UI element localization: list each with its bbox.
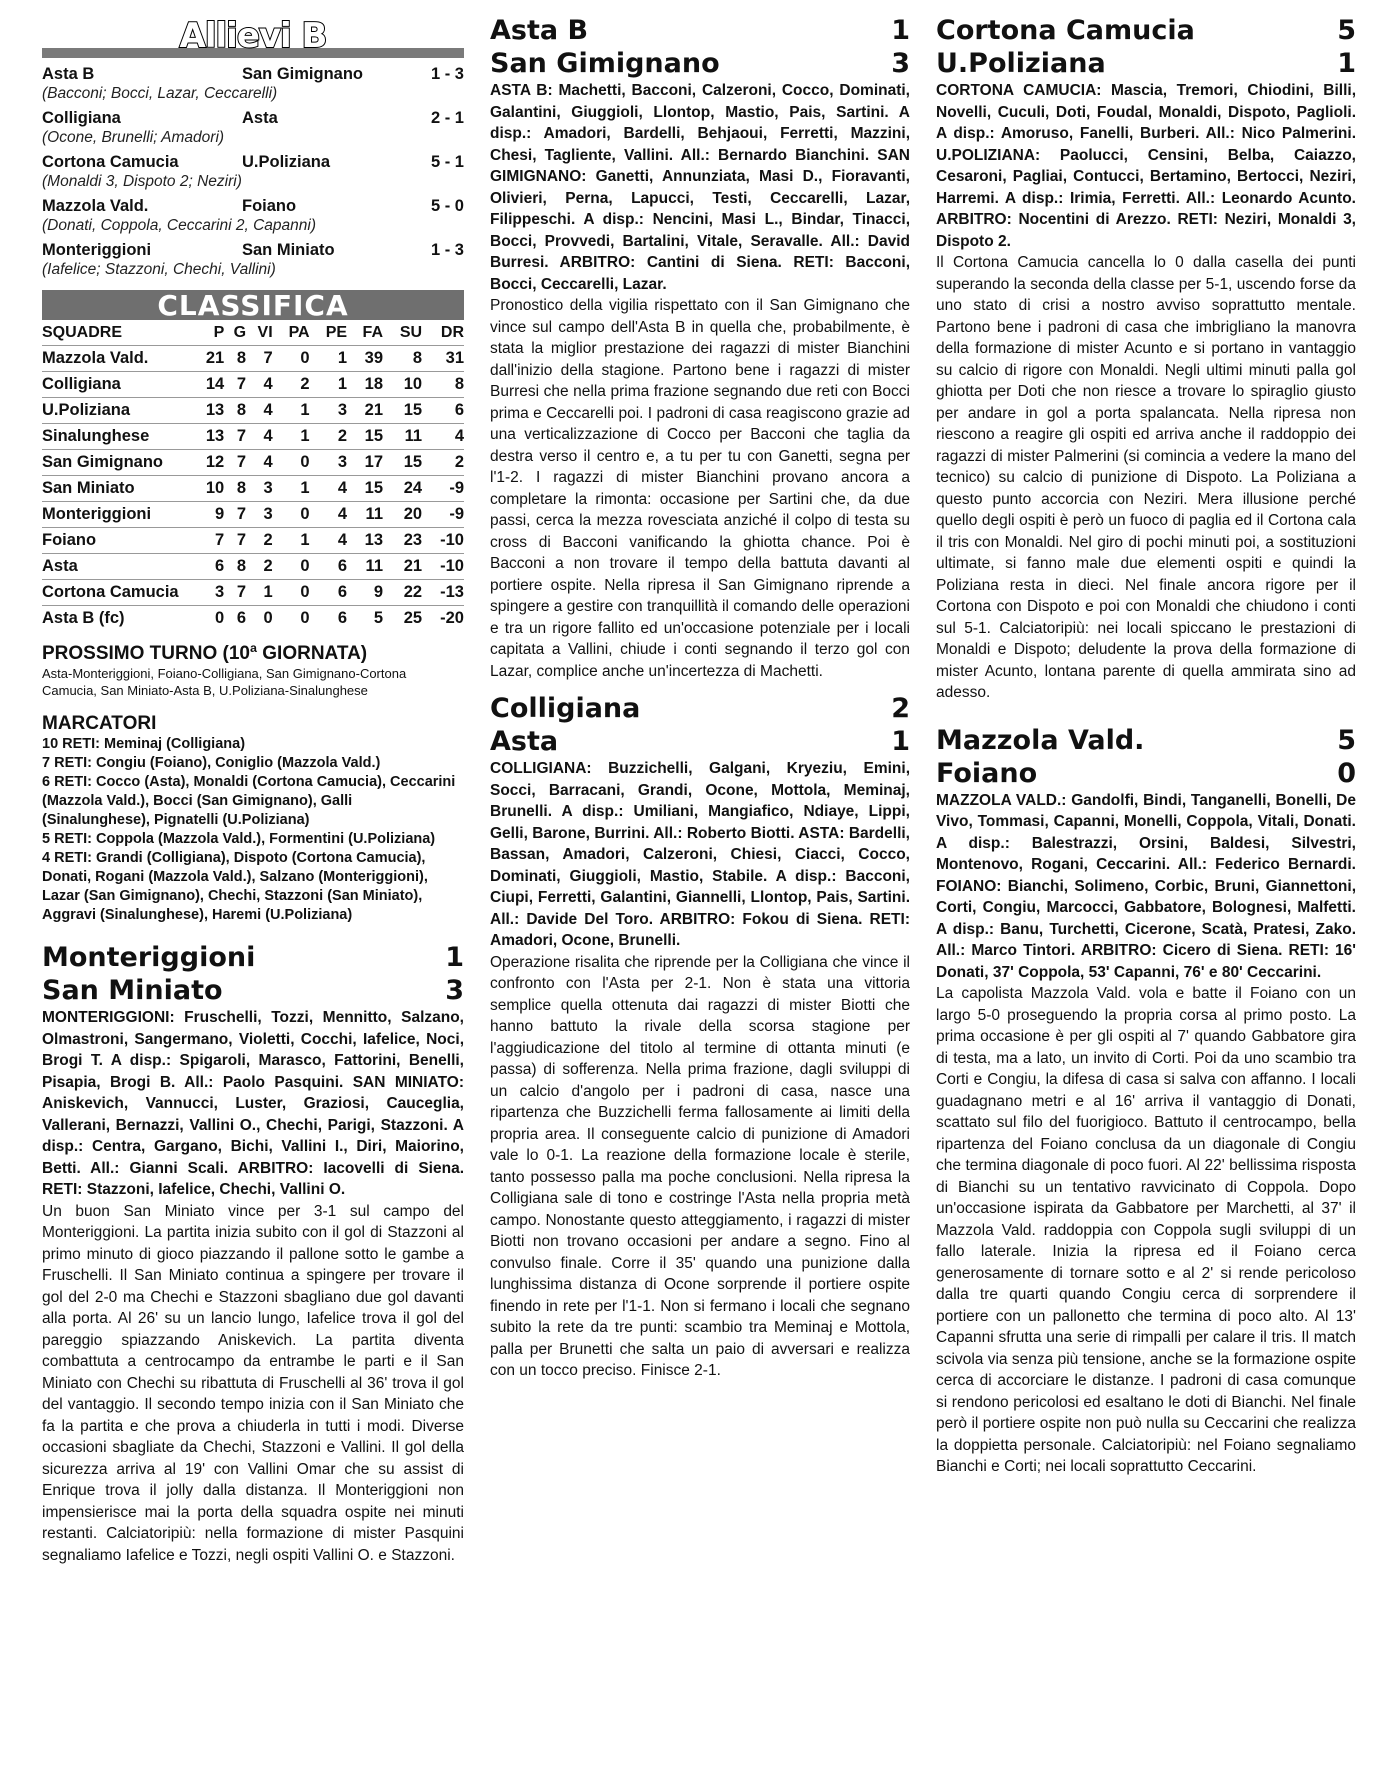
- col-header: DR: [440, 324, 464, 341]
- stat-cell: 31: [445, 349, 464, 367]
- article-body: Il Cortona Camucia cancella lo 0 dalla casella dei punti superando la seconda della classe per 5-1, uscendo forse da uno stato di crisi a nostro avviso soprattutto mentale. Partono bene i padroni di casa che imbrigliano la manovra della formazione di mister Acunto e si portano in vantaggio su calcio di rigore con Monaldi. Negli ultimi minuti palla gol ghiotta per Doti che non riesce a trovare lo spiraglio giusto per andare in gol a porta spalancata. Nella ripresa non riescono a reagire gli ospiti ed arriva anche il raddoppio dei ragazzi di mister Palmerini (si comincia a vedere la mano del tecnico) su calcio di punizione di Dispoto. La Poliziana a questo punto accorcia con Neziri. Mera illusione perché quello degli ospiti è però un fuoco di paglia ed il Cortona cala il tris con Monaldi. Nel giro di pochi minuti poi, a sostituzioni ultimate, si fanno male due elementi ospiti e quindi la Poliziana resta in dieci. Nel finale ancora rigore per il Cortona con Dispoto e poi con Monaldi che chiudono i conti sul 5-1. Calciatoripiù: nei locali spiccano le prestazioni di Monaldi e Dispoto; deludente la prova della formazione di mister Acunto, lontana parente di quella ammirata sino ad adesso.: [936, 254, 1356, 701]
- stat-cell: 10: [403, 375, 423, 393]
- banner-title: Allievi B: [179, 16, 327, 56]
- stat-cell: -20: [440, 609, 464, 627]
- stat-cell: 8: [236, 557, 247, 575]
- result-scorers: (Bacconi; Bocci, Lazar, Ceccarelli): [42, 85, 278, 102]
- team-name-cell: Sinalunghese: [42, 427, 150, 445]
- stat-cell: 1: [300, 479, 310, 497]
- stat-cell: 22: [403, 583, 423, 601]
- result-item: [42, 108, 464, 148]
- prossimo-title: PROSSIMO TURNO (10ª GIORNATA): [42, 643, 368, 664]
- stat-cell: 3: [215, 583, 225, 601]
- stat-cell: 2: [263, 531, 273, 549]
- stat-cell: 2: [337, 427, 348, 445]
- home-score: 5: [1337, 15, 1356, 46]
- col-header: VI: [257, 324, 273, 341]
- stat-cell: 8: [236, 479, 247, 497]
- result-item: [42, 152, 464, 192]
- result-score: 5 - 1: [430, 153, 464, 171]
- home-team: Monteriggioni: [42, 942, 256, 973]
- home-score: 1: [445, 942, 464, 973]
- standings-row: [42, 372, 464, 398]
- stat-cell: 11: [404, 427, 423, 445]
- stat-cell: 13: [205, 401, 225, 419]
- standings-row: [42, 606, 464, 632]
- match-article: [490, 14, 910, 682]
- away-team: Asta: [490, 726, 559, 757]
- marcatori-line: 4 RETI: Grandi (Colligiana), Dispoto (Cortona Camucia), Donati, Rogani (Mazzola Vald.), Salzano (Monteriggioni), Lazar (San Gimignano), Chechi, Stazzoni (San Miniato), Aggravi (Sinalunghese), Haremi (U.Poliziana): [42, 850, 428, 923]
- stat-cell: -13: [440, 583, 464, 601]
- result-score: 1 - 3: [430, 241, 464, 259]
- stat-cell: 1: [300, 531, 310, 549]
- stat-cell: 13: [364, 531, 383, 549]
- team-name-cell: Asta B (fc): [42, 609, 125, 627]
- col-header: FA: [362, 324, 383, 341]
- team-name-cell: Colligiana: [42, 375, 121, 393]
- stat-cell: 3: [263, 479, 273, 497]
- standings-row: [42, 554, 464, 580]
- team-name-cell: Mazzola Vald.: [42, 349, 149, 367]
- stat-cell: 18: [364, 375, 383, 393]
- result-home: Mazzola Vald.: [42, 197, 149, 215]
- home-score: 2: [891, 693, 910, 724]
- result-home: Monteriggioni: [42, 241, 152, 259]
- col-header: P: [213, 324, 225, 341]
- stat-cell: 21: [403, 557, 423, 575]
- classifica-title: CLASSIFICA: [42, 290, 464, 320]
- marcatori-line: 5 RETI: Coppola (Mazzola Vald.), Formentini (U.Poliziana): [42, 831, 436, 847]
- col-header: SU: [399, 324, 423, 341]
- stat-cell: 4: [337, 531, 348, 549]
- stat-cell: 4: [263, 453, 273, 471]
- stat-cell: 10: [205, 479, 225, 497]
- stat-cell: 0: [300, 453, 310, 471]
- stat-cell: -9: [449, 479, 464, 497]
- away-team: Foiano: [936, 757, 1038, 789]
- standings-body: [42, 346, 464, 632]
- result-away: U.Poliziana: [242, 153, 331, 171]
- stat-cell: 7: [236, 453, 247, 471]
- stat-cell: 6: [215, 557, 225, 575]
- result-away: San Gimignano: [242, 65, 364, 83]
- lineups: CORTONA CAMUCIA: Mascia, Tremori, Chiodini, Billi, Novelli, Cuculi, Doti, Foudal, Monaldi, Dispoto, Paglioli. A disp.: Amoruso, Fanelli, Burberi. All.: Nico Palmerini. U.POLIZIANA: Paolucci, Censini, Belba, Caiazzo, Cesaroni, Pagliai, Contucci, Bertamino, Bertocci, Neziri, Harremi. A disp.: Irimia, Ferretti. All.: Leonardo Acunto. ARBITRO: Nocentini di Arezzo. RETI: Neziri, Monaldi 3, Dispoto 2.: [936, 82, 1356, 250]
- lineups: MONTERIGGIONI: Fruschelli, Tozzi, Mennitto, Salzano, Olmastroni, Sangermano, Violetti, Cocchi, Iafelice, Noci, Brogi T. A disp.: Spigaroli, Marasco, Fattorini, Benelli, Pisapia, Brogi B. All.: Paolo Pasquini. SAN MINIATO: Aniskevich, Vannucci, Luster, Graziosi, Cauceglia, Vallerani, Bernazzi, Vallini O., Chechi, Parigi, Stazzoni. A disp.: Centra, Gargano, Bichi, Vallini I., Diri, Maiorino, Betti. All.: Gianni Scali. ARBITRO: Iacovelli di Siena. RETI: Stazzoni, Iafelice, Chechi, Vallini O.: [42, 1009, 464, 1198]
- stat-cell: 7: [236, 531, 247, 549]
- stat-cell: 1: [300, 427, 310, 445]
- stat-cell: 21: [205, 349, 225, 367]
- away-score: 1: [1337, 48, 1356, 79]
- marcatori-title: MARCATORI: [42, 713, 157, 734]
- stat-cell: 0: [263, 609, 273, 627]
- stat-cell: 8: [412, 349, 423, 367]
- standings-header-row: [42, 320, 464, 346]
- stat-cell: 8: [236, 349, 247, 367]
- stat-cell: -9: [449, 505, 464, 523]
- team-name-cell: Asta: [42, 557, 78, 575]
- stat-cell: 4: [454, 427, 464, 445]
- stat-cell: 23: [403, 531, 423, 549]
- col-header: SQUADRE: [42, 324, 123, 341]
- result-home: Colligiana: [42, 109, 121, 127]
- stat-cell: 15: [403, 453, 423, 471]
- marcatori-line: 10 RETI: Meminaj (Colligiana): [42, 736, 246, 752]
- lineups: MAZZOLA VALD.: Gandolfi, Bindi, Tanganelli, Bonelli, De Vivo, Tommasi, Capanni, Monelli, Coppola, Vitali, Donati. A disp.: Balestrazzi, Orsini, Baldesi, Silvestri, Montenovo, Rogani, Ceccarini. All.: Federico Bernardi. FOIANO: Bianchi, Solimeno, Corbic, Bruni, Giannettoni, Corti, Congiu, Marcocci, Gabbatore, Bolognesi, Malfetti. A disp.: Banu, Turchetti, Cicerone, Scatà, Pratesi, Zako. All.: Marco Tintori. ARBITRO: Cicero di Siena. RETI: 16' Donati, 37' Coppola, 53' Capanni, 76' e 80' Ceccarini.: [936, 791, 1356, 981]
- stat-cell: 0: [215, 609, 225, 627]
- result-score: 1 - 3: [430, 65, 464, 83]
- stat-cell: 15: [364, 479, 383, 497]
- standings-row: [42, 398, 464, 424]
- match-article: [490, 692, 910, 1382]
- stat-cell: 2: [300, 375, 310, 393]
- lineups: COLLIGIANA: Buzzichelli, Galgani, Kryeziu, Emini, Socci, Barracani, Grandi, Ocone, Mottola, Meminaj, Brunelli. A disp.: Umiliani, Mangiafico, Ndiaye, Lippi, Gelli, Barone, Burrini. All.: Roberto Biotti. ASTA: Bardelli, Bassan, Amadori, Calzeroni, Chiesi, Ciacci, Cocco, Dominati, Giuggioli, Mastio, Stabile. A disp.: Bacconi, Ciupi, Ferretti, Galantini, Giannelli, Llontop, Pais, Sartini. All.: Davide Del Toro. ARBITRO: Fokou di Siena. RETI: Amadori, Ocone, Brunelli.: [490, 760, 910, 949]
- stat-cell: 2: [454, 453, 464, 471]
- standings-row: [42, 580, 464, 606]
- stat-cell: 3: [263, 505, 273, 523]
- article-body: Operazione risalita che riprende per la Colligiana che vince il confronto con l'Asta per 2-1. Non è stata una vittoria semplice quella ottenuta dai ragazzi di mister Biotti che hanno battuto la rivale della scorsa stagione per l'aggiudicazione del titolo al termine di ottanta minuti (e passa) di sofferenza. Nella prima frazione, dagli sviluppi di un calcio d'angolo per i padroni di casa, nasce una ripartenza che Buzzichelli ferma fallosamente ai limiti della propria area. Il conseguente calcio di punizione di Amadori vale lo 0-1. La reazione della formazione locale è sterile, tanto possesso palla ma poche conclusioni. Nella ripresa la Colligiana sale di tono e costringe l'Asta nella propria metà campo. Nonostante questo atteggiamento, i ragazzi di mister Biotti non trovano occasioni per andare a segno. Fino al convulso finale. Corre il 35' quando una punizione dalla lunghissima distanza di Ocone sorprende il portiere ospite finendo in rete per l'1-1. Non si fermano i locali che segnano subito la rete da tre punti: scambio tra Meminaj e Mottola, palla per Brunetti che salta un paio di avversari e realizza con un tocco preciso. Finisce 2-1.: [490, 953, 910, 1379]
- away-team: San Miniato: [42, 975, 223, 1006]
- stat-cell: 3: [337, 401, 348, 419]
- home-team: Colligiana: [490, 693, 641, 724]
- left-column: [42, 14, 464, 1566]
- stat-cell: 4: [337, 505, 348, 523]
- stat-cell: 1: [263, 583, 273, 601]
- away-team: San Gimignano: [490, 48, 720, 79]
- stat-cell: 15: [364, 427, 383, 445]
- stat-cell: 3: [337, 453, 348, 471]
- stat-cell: 0: [300, 557, 310, 575]
- match-article: [42, 941, 464, 1566]
- col-header: PA: [288, 324, 310, 341]
- result-scorers: (Iafelice; Stazzoni, Chechi, Vallini): [42, 261, 276, 278]
- stat-cell: 7: [236, 427, 247, 445]
- team-name-cell: U.Poliziana: [42, 401, 131, 419]
- result-away: San Miniato: [242, 241, 335, 259]
- marcatori-line: 6 RETI: Cocco (Asta), Monaldi (Cortona Camucia), Ceccarini (Mazzola Vald.), Bocci (San Gimignano), Galli (Sinalunghese), Pignatelli (U.Poliziana): [42, 774, 456, 828]
- stat-cell: 4: [263, 427, 273, 445]
- team-name-cell: Foiano: [42, 531, 97, 549]
- match-article: [936, 724, 1356, 1478]
- result-away: Foiano: [242, 197, 297, 215]
- match-article: [936, 14, 1356, 704]
- result-home: Cortona Camucia: [42, 153, 179, 171]
- stat-cell: 1: [337, 349, 348, 367]
- result-scorers: (Monaldi 3, Dispoto 2; Neziri): [42, 173, 242, 190]
- away-score: 3: [445, 975, 464, 1006]
- stat-cell: 0: [300, 505, 310, 523]
- away-score: 1: [891, 726, 910, 757]
- standings-row: [42, 424, 464, 450]
- stat-cell: 17: [364, 453, 383, 471]
- result-score: 2 - 1: [430, 109, 464, 127]
- result-scorers: (Ocone, Brunelli; Amadori): [42, 129, 225, 146]
- section-banner: [42, 14, 464, 60]
- stat-cell: 13: [205, 427, 225, 445]
- stat-cell: 0: [300, 609, 310, 627]
- stat-cell: 6: [337, 557, 348, 575]
- stat-cell: 1: [300, 401, 310, 419]
- stat-cell: 15: [403, 401, 423, 419]
- stat-cell: 4: [263, 401, 273, 419]
- stat-cell: -10: [440, 557, 464, 575]
- result-scorers: (Donati, Coppola, Ceccarini 2, Capanni): [42, 217, 316, 234]
- stat-cell: 1: [337, 375, 348, 393]
- away-score: 3: [891, 48, 910, 79]
- stat-cell: 7: [236, 375, 247, 393]
- stat-cell: 7: [263, 349, 273, 367]
- stat-cell: 12: [205, 453, 225, 471]
- result-item: [42, 196, 464, 236]
- team-name-cell: Cortona Camucia: [42, 583, 179, 601]
- stat-cell: 5: [373, 609, 383, 627]
- team-name-cell: San Miniato: [42, 479, 135, 497]
- standings-row: [42, 346, 464, 372]
- stat-cell: 0: [300, 583, 310, 601]
- home-score: 5: [1337, 724, 1356, 756]
- standings-row: [42, 502, 464, 528]
- stat-cell: 25: [403, 609, 423, 627]
- middle-column: [490, 14, 910, 1382]
- home-team: Mazzola Vald.: [936, 724, 1145, 756]
- stat-cell: 8: [236, 401, 247, 419]
- standings-row: [42, 528, 464, 554]
- standings-row: [42, 450, 464, 476]
- stat-cell: 7: [236, 505, 247, 523]
- stat-cell: 4: [337, 479, 348, 497]
- stat-cell: 6: [236, 609, 247, 627]
- away-score: 0: [1337, 757, 1356, 789]
- team-name-cell: San Gimignano: [42, 453, 164, 471]
- marcatori-line: 7 RETI: Congiu (Foiano), Coniglio (Mazzola Vald.): [42, 755, 381, 771]
- article-body: Pronostico della vigilia rispettato con il San Gimignano che vince sul campo dell'Asta B in quella che, probabilmente, è stata la miglior prestazione dei ragazzi di mister Bianchini dall'inizio della stagione. Partono bene i ragazzi di mister Burresi che nella prima frazione segnando due reti con Bocci prima e Ceccarelli poi. I padroni di casa reagiscono grazie ad una verticalizzazione di Cocco per Bacconi che taglia da destra verso il centro e, a tu per tu con Ganetti, segna per l'1-2. I ragazzi di mister Bianchini provano ancora a completare la rimonta: occasione per Sartini che, da due passi, cerca la mezza rovesciata anziché il colpo di testa su cross di Bacconi vanificando la ghiotta chance. Poi è Bacconi a non trovare il tempo della battuta davanti al portiere ospite. Nella ripresa il San Gimignano riprende a spingere a gestire con tranquillità il comando delle operazioni e tra un rigore fallito ed un'occasione potenziale per i locali capitata a Vallini, chiude i conti segnando il terzo gol con Lazar, complice anche un'incertezza di Machetti.: [490, 297, 910, 680]
- stat-cell: 11: [365, 557, 383, 575]
- article-body: Un buon San Miniato vince per 3-1 sul campo del Monteriggioni. La partita inizia subito con il gol di Stazzoni al primo minuto di gioco piazzando il pallone sotto le gambe a Fruschelli. Il San Miniato continua a spingere per trovare il gol del 2-0 ma Chechi e Stazzoni sbagliano due gol davanti alla porta. Al 26' su un lancio lungo, Iafelice trova il gol del pareggio spiazzando Aniskevich. La partita diventa combattuta a centrocampo da entrambe le parti e il San Miniato con Chechi su ribattuta di Fruschelli al 36' trova il gol del vantaggio. Il secondo tempo inizia con il San Miniato che fa la partita e che prova a chiuderla in tutti i modi. Diverse occasioni sbagliate da Chechi, Stazzoni e Vallini. Il gol della sicurezza arriva al 19' con Vallini Omar che su assist di Enrique trova il jolly dalla distanza. Il Monteriggioni non impensierisce mai la porta della squadra ospite nei minuti restanti. Calciatoripiù: nella formazione di mister Pasquini segnaliamo Iafelice e Tozzi, negli ospiti Vallini O. e Stazzoni.: [42, 1202, 464, 1564]
- result-item: [42, 64, 464, 104]
- results-list: [42, 64, 464, 280]
- stat-cell: 6: [454, 401, 464, 419]
- lineups: ASTA B: Machetti, Bacconi, Calzeroni, Cocco, Dominati, Galantini, Giuggioli, Llontop, Mastio, Pais, Sartini. A disp.: Amadori, Bardelli, Behjaoui, Ferretti, Mazzini, Chesi, Tagliente, Vallini. All.: Bernardo Bianchini. SAN GIMIGNANO: Ganetti, Annunziata, Masi D., Fioravanti, Olivieri, Perna, Lapucci, Testi, Ceccarelli, Lazar, Filippeschi. A disp.: Nencini, Masi L., Bindar, Tinacci, Bocci, Provvedi, Bartalini, Vitale, Seravalle. All.: David Burresi. ARBITRO: Cantini di Siena. RETI: Bacconi, Bocci, Ceccarelli, Lazar.: [490, 82, 910, 293]
- home-team: Cortona Camucia: [936, 15, 1195, 46]
- stat-cell: 11: [365, 505, 383, 523]
- home-score: 1: [891, 15, 910, 46]
- standings-row: [42, 476, 464, 502]
- home-team: Asta B: [490, 15, 589, 46]
- away-team: U.Poliziana: [936, 48, 1106, 79]
- article-body: La capolista Mazzola Vald. vola e batte il Foiano con un largo 5-0 proseguendo la propria corsa al primo posto. La prima occasione è per gli ospiti al 7' quando Gabbatore gira di testa, ma a lato, un invito di Corti. Poi da uno scambio tra Corti e Congiu, la difesa di casa si salva con affanno. I locali guadagnano metri e al 16' arriva il vantaggio di Donati, scattato sul filo del fuorigioco. Battuto il centrocampo, bella ripartenza del Foiano conclusa da un diagonale di Congiu che termina diagonale di poco fuori. Al 22' bellissima risposta di Bianchi su un tentativo ravvicinato di Coppola. Dopo un'occasione ispirata da Gabbatore per Marchetti, al 37' il Mazzola Vald. raddoppia con Coppola sugli sviluppi di un fallo laterale. Inizia la ripresa ed il Foiano cerca generosamente di tornare sotto e al 2' si rende pericoloso dalla tre quarti quando Congiu cerca di sorprendere il portiere con un pallonetto che termina di poco alto. Al 13' Capanni sfrutta una serie di rimpalli per calare il tris. Il match scivola via senza più tensione, anche se la formazione ospite cerca di accorciare le distanze. I padroni di casa comunque si rendono pericolosi ed esaltano le doti di Bianchi. Nel finale però il portiere ospite non può nulla su Ceccarini che realizza la doppietta personale. Calciatoripiù: nel Foiano segnaliamo Bianchi e Corti; nei locali soprattutto Ceccarini.: [936, 985, 1356, 1475]
- stat-cell: -10: [440, 531, 464, 549]
- stat-cell: 2: [263, 557, 273, 575]
- stat-cell: 0: [300, 349, 310, 367]
- stat-cell: 21: [364, 401, 383, 419]
- stat-cell: 6: [337, 609, 348, 627]
- result-away: Asta: [242, 109, 278, 127]
- stat-cell: 20: [403, 505, 423, 523]
- result-item: [42, 240, 464, 280]
- stat-cell: 9: [215, 505, 225, 523]
- result-home: Asta B: [42, 65, 95, 83]
- stat-cell: 7: [236, 583, 247, 601]
- stat-cell: 4: [263, 375, 273, 393]
- right-column: [936, 14, 1356, 1478]
- stat-cell: 8: [454, 375, 464, 393]
- standings-table: [42, 320, 464, 631]
- stat-cell: 14: [205, 375, 225, 393]
- col-header: PE: [325, 324, 348, 341]
- stat-cell: 7: [215, 531, 225, 549]
- stat-cell: 6: [337, 583, 348, 601]
- prossimo-text: Asta-Monteriggioni, Foiano-Colligiana, San Gimignano-Cortona Camucia, San Miniato-Asta B, U.Poliziana-Sinalunghese: [42, 666, 407, 698]
- team-name-cell: Monteriggioni: [42, 505, 152, 523]
- stat-cell: 39: [364, 349, 383, 367]
- stat-cell: 9: [373, 583, 383, 601]
- stat-cell: 24: [403, 479, 423, 497]
- result-score: 5 - 0: [430, 197, 464, 215]
- col-header: G: [233, 324, 247, 341]
